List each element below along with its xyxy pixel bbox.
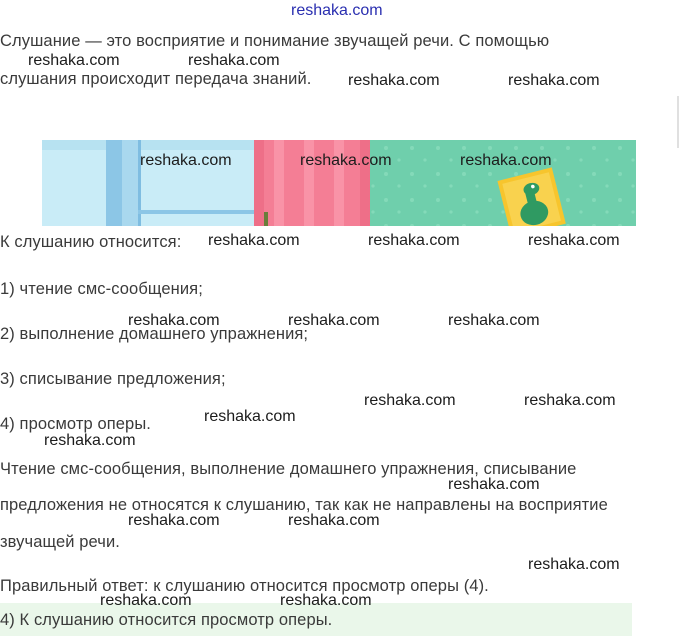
correct-answer: Правильный ответ: к слушанию относится просмотр оперы (4). xyxy=(0,577,489,595)
watermark: reshaka.com xyxy=(44,432,136,449)
watermark: reshaka.com xyxy=(524,392,616,409)
watermark: reshaka.com xyxy=(208,232,300,249)
explanation-line-1: Чтение смс-сообщения, выполнение домашнего упражнения, списывание xyxy=(0,460,577,478)
answer-box-text: 4) К слушанию относится просмотр оперы. xyxy=(0,611,333,629)
watermark: reshaka.com xyxy=(28,52,120,69)
watermark: reshaka.com xyxy=(528,556,620,573)
watermark: reshaka.com xyxy=(288,512,380,529)
intro-line-1: Слушание — это восприятие и понимание звучащей речи. С помощью xyxy=(0,32,550,50)
option-1: 1) чтение смс-сообщения; xyxy=(0,280,203,298)
watermark: reshaka.com xyxy=(280,592,372,609)
option-2: 2) выполнение домашнего упражнения; xyxy=(0,325,309,343)
watermark: reshaka.com xyxy=(508,72,600,89)
watermark: reshaka.com xyxy=(368,232,460,249)
watermark: reshaka.com xyxy=(100,592,192,609)
watermark: reshaka.com xyxy=(528,232,620,249)
watermark: reshaka.com xyxy=(364,392,456,409)
scroll-edge xyxy=(677,96,679,148)
watermark: reshaka.com xyxy=(448,476,540,493)
watermark: reshaka.com xyxy=(128,312,220,329)
site-link[interactable]: reshaka.com xyxy=(291,2,383,19)
watermark: reshaka.com xyxy=(300,152,392,169)
watermark: reshaka.com xyxy=(188,52,280,69)
watermark: reshaka.com xyxy=(348,72,440,89)
watermark: reshaka.com xyxy=(204,408,296,425)
option-4: 4) просмотр оперы. xyxy=(0,415,151,433)
watermark: reshaka.com xyxy=(448,312,540,329)
intro-line-2: слушания происходит передача знаний. xyxy=(0,70,312,88)
explanation-line-3: звучащей речи. xyxy=(0,533,120,551)
question-text: К слушанию относится: xyxy=(0,233,182,251)
watermark: reshaka.com xyxy=(288,312,380,329)
watermark: reshaka.com xyxy=(128,512,220,529)
option-3: 3) списывание предложения; xyxy=(0,370,226,388)
watermark: reshaka.com xyxy=(140,152,232,169)
watermark: reshaka.com xyxy=(460,152,552,169)
explanation-line-2: предложения не относятся к слушанию, так как не направлены на восприятие xyxy=(0,496,608,514)
